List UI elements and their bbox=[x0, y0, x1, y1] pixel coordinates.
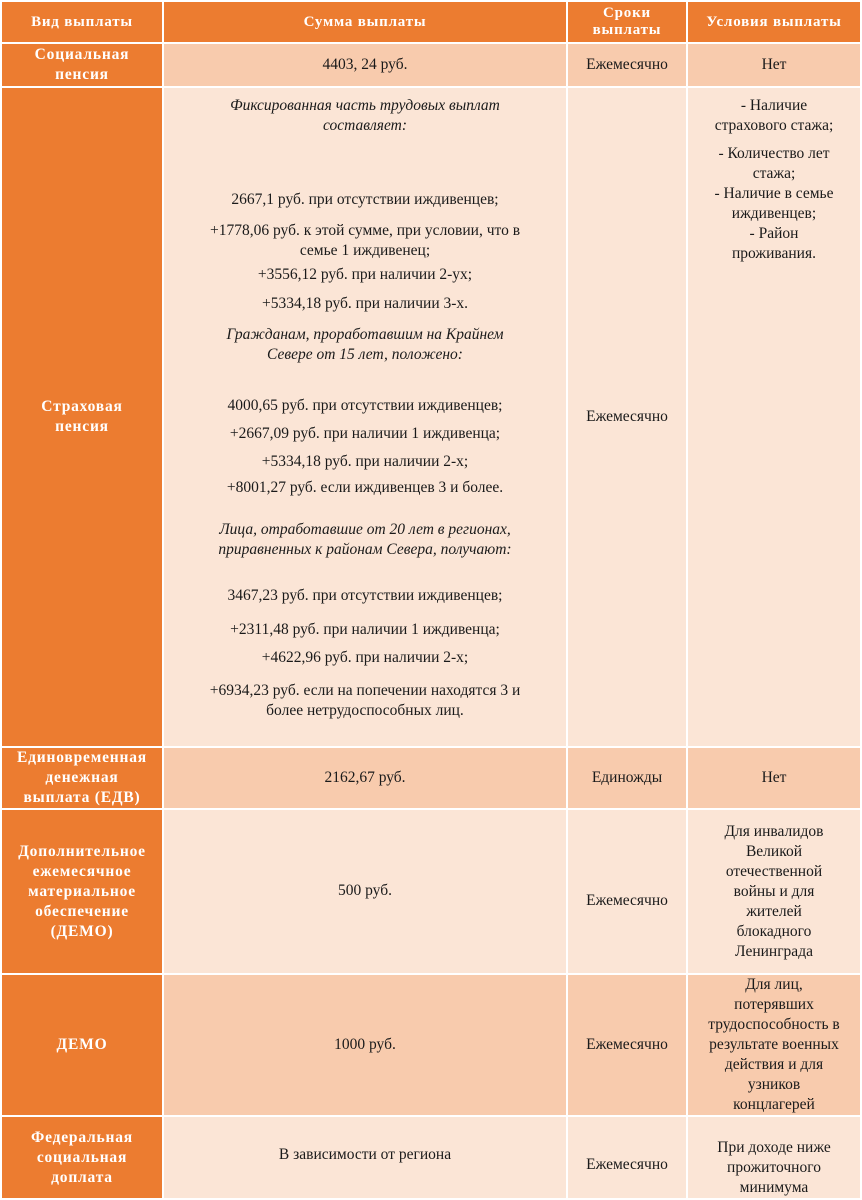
header-type-label: Вид выплаты bbox=[31, 13, 133, 30]
period-value: Ежемесячно bbox=[586, 891, 668, 909]
row-social-pension-conditions bbox=[688, 44, 860, 86]
condition-line: блокадного bbox=[736, 922, 812, 940]
type-line: ДЕМО bbox=[56, 1036, 108, 1053]
row-demo-500-amount bbox=[164, 810, 566, 973]
condition-line: Ленинграда bbox=[735, 942, 813, 960]
period-value: Единожды bbox=[591, 769, 663, 786]
type-line: Дополнительное bbox=[18, 842, 146, 860]
header-cell-period bbox=[568, 2, 686, 42]
condition-line: отечественной bbox=[725, 862, 823, 880]
condition-line: трудоспособность в bbox=[708, 1016, 840, 1033]
row-federal-supplement-conditions bbox=[688, 1117, 860, 1198]
row-federal-supplement-amount bbox=[164, 1117, 566, 1198]
row-insurance-pension-conditions bbox=[688, 88, 860, 746]
type-line: доплата bbox=[51, 1168, 113, 1186]
amount-value: 2162,67 руб. bbox=[324, 769, 406, 786]
row-edv-type bbox=[2, 748, 162, 808]
row-edv-conditions bbox=[688, 748, 860, 808]
amount-line: +5334,18 руб. при наличии 3-х. bbox=[261, 295, 469, 312]
conditions-value: Нет bbox=[761, 769, 787, 786]
amount-value: 1000 руб. bbox=[334, 1036, 396, 1053]
row-social-pension-type bbox=[2, 44, 162, 86]
row-demo-1000-type bbox=[2, 975, 162, 1115]
type-line: материальное bbox=[28, 882, 136, 900]
condition-line: При доходе ниже bbox=[717, 1139, 831, 1156]
type-line: выплата (ЕДВ) bbox=[23, 789, 141, 806]
row-demo-1000-period bbox=[568, 975, 686, 1115]
amount-line: +5334,18 руб. при наличии 2-х; bbox=[261, 453, 469, 470]
row-edv-period bbox=[568, 748, 686, 808]
conditions-value: Нет bbox=[761, 56, 787, 73]
type-line: Социальная bbox=[34, 46, 130, 63]
row-insurance-pension-period bbox=[568, 88, 686, 746]
amount-value: В зависимости от региона bbox=[278, 1146, 452, 1163]
condition-line: узников bbox=[747, 1076, 801, 1093]
condition-line: минимума bbox=[739, 1179, 809, 1196]
condition-line: Для инвалидов bbox=[724, 822, 824, 840]
header-cell-conditions bbox=[688, 2, 860, 42]
row-insurance-pension-amount bbox=[164, 88, 566, 746]
header-period-label-2: выплаты bbox=[592, 22, 662, 38]
row-demo-500-type bbox=[2, 810, 162, 973]
condition-line: результате военных bbox=[709, 1036, 839, 1053]
amount-line: +2311,48 руб. при наличии 1 иждивенца; bbox=[230, 621, 500, 638]
period-value: Ежемесячно bbox=[586, 408, 668, 425]
type-line: пенсия bbox=[55, 418, 109, 435]
header-conditions-label: Условия выплаты bbox=[706, 13, 842, 30]
row-demo-500-period bbox=[568, 810, 686, 973]
condition-item: - Наличие в семье иждивенцев; bbox=[714, 185, 834, 222]
row-social-pension-amount bbox=[164, 44, 566, 86]
condition-line: Великой bbox=[745, 842, 803, 860]
amount-line: +3556,12 руб. при наличии 2-ух; bbox=[257, 266, 473, 283]
row-insurance-pension-type bbox=[2, 88, 162, 746]
amount-line: 4000,65 руб. при отсутствии иждивенцев; bbox=[227, 397, 503, 414]
amount-heading-north: Гражданам, проработавшим на Крайнем Севере от 15 лет, положено: bbox=[226, 326, 504, 363]
type-line: Страховая bbox=[41, 398, 123, 415]
row-federal-supplement-period bbox=[568, 1117, 686, 1198]
header-period-label-1: Сроки bbox=[603, 5, 651, 21]
type-line: денежная bbox=[45, 769, 119, 786]
amount-line: +2667,09 руб. при наличии 1 иждивенца; bbox=[229, 425, 501, 442]
header-cell-amount bbox=[164, 2, 566, 42]
type-line: (ДЕМО) bbox=[50, 922, 114, 940]
amount-line: +8001,27 руб. если иждивенцев 3 и более. bbox=[226, 479, 504, 496]
condition-line: Для лиц, bbox=[745, 976, 803, 993]
type-line: Единовременная bbox=[17, 749, 147, 766]
amount-line: 2667,1 руб. при отсутствии иждивенцев; bbox=[231, 191, 499, 208]
row-edv-amount bbox=[164, 748, 566, 808]
row-demo-1000-amount bbox=[164, 975, 566, 1115]
amount-value: 4403, 24 руб. bbox=[322, 56, 408, 73]
amount-heading-regions: Лица, отработавшие от 20 лет в регионах, приравненных к районам Севера, получают: bbox=[218, 521, 512, 558]
amount-line: 3467,23 руб. при отсутствии иждивенцев; bbox=[227, 587, 503, 604]
period-value: Ежемесячно bbox=[586, 1156, 668, 1173]
condition-line: войны и для bbox=[733, 882, 815, 900]
condition-line: концлагерей bbox=[733, 1096, 815, 1113]
amount-line: +1778,06 руб. к этой сумме, при условии, что в семье 1 иждивенец; bbox=[209, 222, 521, 259]
condition-item: - Наличие страхового стажа; bbox=[714, 97, 834, 134]
row-federal-supplement-type bbox=[2, 1117, 162, 1198]
amount-heading-fixed: Фиксированная часть трудовых выплат составляет: bbox=[230, 97, 500, 134]
row-demo-1000-conditions bbox=[688, 975, 860, 1115]
type-line: социальная bbox=[36, 1148, 128, 1166]
period-value: Ежемесячно bbox=[586, 56, 668, 73]
type-line: Федеральная bbox=[31, 1128, 133, 1146]
row-demo-500-conditions bbox=[688, 810, 860, 973]
type-line: ежемесячное bbox=[32, 862, 132, 880]
condition-line: прожиточного bbox=[727, 1159, 821, 1176]
condition-item: - Количество лет стажа; bbox=[718, 145, 830, 182]
amount-value: 500 руб. bbox=[338, 882, 392, 899]
condition-line: потерявших bbox=[734, 996, 814, 1013]
condition-item: - Район проживания. bbox=[731, 225, 816, 262]
period-value: Ежемесячно bbox=[586, 1036, 668, 1053]
amount-line: +4622,96 руб. при наличии 2-х; bbox=[261, 649, 469, 666]
row-social-pension-period bbox=[568, 44, 686, 86]
type-line: обеспечение bbox=[35, 902, 129, 920]
header-amount-label: Сумма выплаты bbox=[303, 13, 427, 30]
type-line: пенсия bbox=[55, 66, 109, 83]
condition-line: жителей bbox=[746, 902, 802, 920]
header-cell-type bbox=[2, 2, 162, 42]
amount-line: +6934,23 руб. если на попечении находятся 3 и более нетрудоспособных лиц. bbox=[209, 682, 521, 719]
condition-line: действия и для bbox=[724, 1056, 824, 1073]
